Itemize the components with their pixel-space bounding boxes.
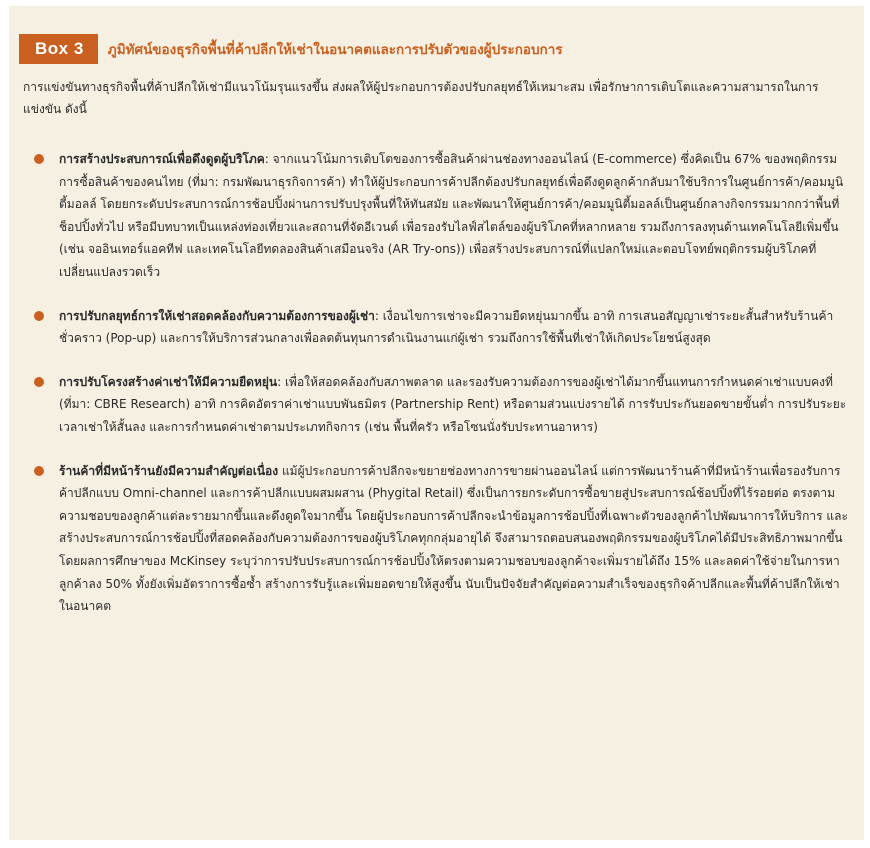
bullet-dot-icon [34, 154, 44, 164]
bullet-lead: ร้านค้าที่มีหน้าร้านยังมีความสำคัญต่อเนื่อง [59, 463, 279, 478]
bullet-text: : จากแนวโน้มการเติบโตของการซื้อสินค้าผ่านช่องทางออนไลน์ (E-commerce) ซึ่งคิดเป็น 67% ของพฤติกรรมการซื้อสินค้าของคนไทย (ที่มา: กรมพัฒนาธุรกิจการค้า) ทำให้ผู้ประกอบการค้าปลีกต้องปรับกลยุทธ์เพื่อดึงดูดลูกค้ากลับมาใช้บริการในศูนย์การค้า/คอมมูนิตี้มอลล์ โดยยกระดับประสบการณ์การช้อปปิ้งผ่านการปรับปรุงพื้นที่ให้ทันสมัย และพัฒนาให้ศูนย์การค้า/คอมมูนิตี้มอลล์เป็นศูนย์กลางกิจกรรมมากกว่าพื้นที่ช็อปปิ้งทั่วไป หรือมีบทบาทเป็นแหล่งท่องเที่ยวและสถานที่จัดอีเวนต์ เพื่อรองรับไลฟ์สไตล์ของผู้บริโภคที่หลากหลาย รวมถึงการลงทุนด้านเทคโนโลยีเพิ่มขึ้น (เช่น จออินเทอร์แอคทีฟ และเทคโนโลยีทดลองสินค้าเสมือนจริง (AR Try-ons)) เพื่อสร้างประสบการณ์ที่แปลกใหม่และตอบโจทย์พฤติกรรมผู้บริโภคที่เปลี่ยนแปลงรวดเร็ว [59, 152, 844, 279]
info-box [9, 6, 864, 840]
bullet-item [23, 371, 849, 439]
bullet-dot-icon [34, 466, 44, 476]
bullet-lead: การปรับกลยุทธ์การให้เช่าสอดคล้องกับความต้องการของผู้เช่า [59, 308, 375, 323]
bullet-dot-icon [34, 311, 44, 321]
box-header [19, 34, 563, 64]
bullet-item [23, 305, 849, 350]
bullet-dot-icon [34, 377, 44, 387]
intro-paragraph: การแข่งขันทางธุรกิจพื้นที่ค้าปลีกให้เช่ามีแนวโน้มรุนแรงขึ้น ส่งผลให้ผู้ประกอบการต้องปรับกลยุทธ์ให้เหมาะสม เพื่อรักษาการเติบโตและความสามารถในการแข่งขัน ดังนี้ [23, 80, 819, 116]
box-tag: Box 3 [19, 34, 98, 64]
bullet-text: แม้ผู้ประกอบการค้าปลีกจะขยายช่องทางการขายผ่านออนไลน์ แต่การพัฒนาร้านค้าที่มีหน้าร้านเพื่อรองรับการค้าปลีกแบบ Omni-channel และการค้าปลีกแบบผสมผสาน (Phygital Retail) ซึ่งเป็นการยกระดับการซื้อขายสู่ประสบการณ์ช้อปปิ้งที่ไร้รอยต่อ ตรงตามความชอบของลูกค้าแต่ละรายมากขึ้นและดึงดูดใจมากขึ้น โดยผู้ประกอบการค้าปลีกจะนำข้อมูลการช้อปปิ้งที่เฉพาะตัวของลูกค้าไปพัฒนาการให้บริการ และสร้างประสบการณ์การช้อปปิ้งที่สอดคล้องกับความต้องการของผู้บริโภคทุกกลุ่มอายุได้ จึงสามารถตอบสนองพฤติกรรมของผู้บริโภคได้มีประสิทธิภาพมากขึ้น โดยผลการศึกษาของ McKinsey ระบุว่าการปรับประสบการณ์การช้อปปิ้งให้ตรงตามความชอบของลูกค้าจะเพิ่มรายได้ถึง 15% และลดค่าใช้จ่ายในการหาลูกค้าลง 50% ทั้งยังเพิ่มอัตราการซื้อซ้ำ สร้างการรับรู้และเพิ่มยอดขายให้สูงขึ้น นับเป็นปัจจัยสำคัญต่อความสำเร็จของธุรกิจค้าปลีกและพื้นที่ค้าปลีกให้เช่าในอนาคต [59, 463, 848, 614]
bullet-list [23, 148, 849, 639]
bullet-item [23, 148, 849, 284]
bullet-text: : เพื่อให้สอดคล้องกับสภาพตลาด และรองรับความต้องการของผู้เช่าได้มากขึ้นแทนการกำหนดค่าเช่าแบบคงที่ (ที่มา: CBRE Research) อาทิ การคิดอัตราค่าเช่าแบบพันธมิตร (Partnership Rent) หรือตามส่วนแบ่งรายได้ การรับประกันยอดขายขั้นต่ำ การปรับระยะเวลาเช่าให้สั้นลง และการกำหนดค่าเช่าตามประเภทกิจการ (เช่น พื้นที่ครัว หรือโซนนั่งรับประทานอาหาร) [59, 374, 847, 434]
bullet-lead: การสร้างประสบการณ์เพื่อดึงดูดผู้บริโภค [59, 152, 265, 166]
bullet-item [23, 460, 849, 618]
bullet-text: : เงื่อนไขการเช่าจะมีความยืดหยุ่นมากขึ้น อาทิ การเสนอสัญญาเช่าระยะสั้นสำหรับร้านค้าชั่วคราว (Pop-up) และการให้บริการส่วนกลางเพื่อลดต้นทุนการดำเนินงานแก่ผู้เช่า รวมถึงการใช้พื้นที่เช่าให้เกิดประโยชน์สูงสุด [59, 308, 834, 346]
bullet-lead: การปรับโครงสร้างค่าเช่าให้มีความยืดหยุ่น [59, 374, 278, 389]
box-title: ภูมิทัศน์ของธุรกิจพื้นที่ค้าปลีกให้เช่าในอนาคตและการปรับตัวของผู้ประกอบการ [107, 42, 563, 58]
